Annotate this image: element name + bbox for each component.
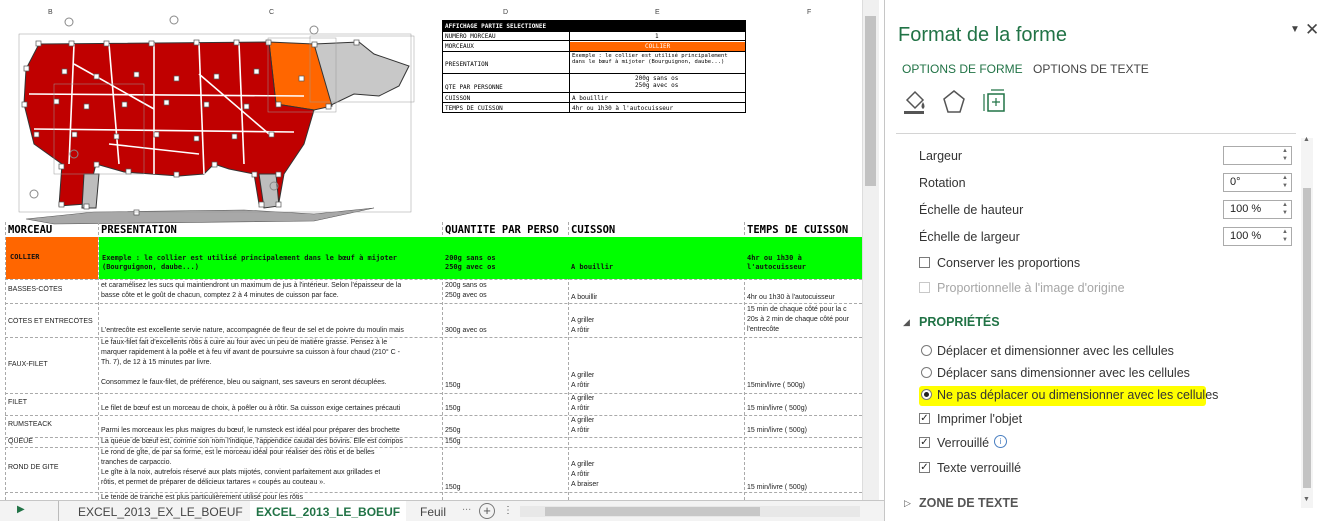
- info-label: PRESENTATION: [445, 61, 489, 68]
- spinner-arrows-icon[interactable]: ▲ ▼: [1282, 148, 1288, 162]
- cuts-table[interactable]: [0, 222, 862, 500]
- rotation-value: 0°: [1230, 176, 1241, 188]
- label-width: Largeur: [919, 149, 963, 163]
- row-cuisson[interactable]: A bouillir: [571, 294, 598, 301]
- grid-line: [5, 415, 862, 416]
- grid-line: [5, 393, 862, 394]
- row-temps[interactable]: 15 min/livre ( 500g): [747, 405, 807, 412]
- row-presentation[interactable]: et caramélisez les sucs qui maintiendront un maximum de jus à l'intérieur. Selon l'épaisseur de la basse côte et le goût de chacun, comptez 2 à 4 minutes de cuisson par face.: [101, 282, 402, 299]
- row-presentation[interactable]: La queue de bœuf est, comme son nom l'indique, l'appendice caudal des bovins. Elle est compos: [101, 438, 403, 445]
- row-temps[interactable]: 15 min/livre ( 500g): [747, 427, 807, 434]
- radio-move-and-size-label[interactable]: Déplacer et dimensionner avec les cellules: [937, 344, 1174, 358]
- sheet-tab[interactable]: EXCEL_2013_EX_LE_BOEUF: [78, 505, 243, 519]
- column-letter: E: [655, 9, 660, 16]
- row-morceau[interactable]: BASSES-CÔTES: [8, 286, 63, 293]
- collier-value-cell: [570, 42, 745, 51]
- row-presentation[interactable]: Le rond de gîte, de par sa forme, est le morceau idéal pour réaliser des rôtis et de belles tranches de carpaccio. Le gîte à la noix, autrefois réservé aux plats mijotés, convient parfaitement aux grillades et rôtis, et permet de préparer de délicieux tartares « coupés au couteau ».: [101, 449, 381, 486]
- row-temps[interactable]: 4hr ou 1h30 à l'autocuisseur: [747, 294, 835, 301]
- row-morceau[interactable]: FAUX-FILET: [8, 361, 48, 368]
- beef-cuts-diagram[interactable]: [14, 14, 434, 229]
- pane-divider: [896, 133, 1296, 134]
- more-tabs-icon[interactable]: ...: [462, 501, 472, 513]
- collier-quantite-text: 200g sans os 250g avec os: [445, 254, 496, 271]
- radio-move-and-size[interactable]: [921, 345, 932, 356]
- fill-line-icon[interactable]: [901, 88, 929, 116]
- add-sheet-icon[interactable]: +: [479, 503, 495, 519]
- width-scale-input[interactable]: [1223, 227, 1292, 246]
- radio-move-no-size[interactable]: [921, 367, 932, 378]
- info-header-text: AFFICHAGE PARTIE SELECTIONEE: [445, 23, 547, 30]
- print-object-label[interactable]: Imprimer l'objet: [937, 412, 1023, 426]
- relative-original-checkbox: [919, 282, 930, 293]
- info-label: NUMERO MORCEAU: [445, 33, 496, 40]
- column-letter: B: [48, 9, 53, 16]
- radio-move-no-size-label[interactable]: Déplacer sans dimensionner avec les cellules: [937, 366, 1190, 380]
- tab-text-options[interactable]: OPTIONS DE TEXTE: [1033, 62, 1149, 76]
- radio-dont-move-or-size-label[interactable]: Ne pas déplacer ou dimensionner avec les cellules: [937, 388, 1219, 402]
- row-presentation[interactable]: Le tende de tranche est plus particulièrement utilisé pour les rôtis: [101, 494, 303, 500]
- size-properties-icon[interactable]: [981, 88, 1009, 116]
- height-scale-value: 100 %: [1230, 203, 1262, 215]
- info-value: Exemple : le collier est utilisé principalement dans le bœuf à mijoter (Bourguignon, daube...): [572, 53, 728, 65]
- format-shape-pane: [885, 0, 1327, 521]
- keep-ratio-checkbox[interactable]: [919, 257, 930, 268]
- text-locked-label[interactable]: Texte verrouillé: [937, 461, 1022, 475]
- info-row: [443, 102, 745, 113]
- keep-ratio-label[interactable]: Conserver les proportions: [937, 256, 1081, 270]
- spinner-arrows-icon[interactable]: ▲ ▼: [1282, 175, 1288, 189]
- row-presentation[interactable]: L'entrecôte est excellente servie nature, accompagnée de fleur de sel et de poivre du moulin mais: [101, 327, 404, 334]
- row-temps[interactable]: 15min/livre ( 500g): [747, 382, 805, 389]
- row-cuisson[interactable]: A griller A rôtir: [571, 417, 595, 434]
- radio-dont-move-or-size[interactable]: [921, 389, 932, 400]
- row-morceau[interactable]: FILET: [8, 399, 28, 406]
- column-header-presentation[interactable]: PRESENTATION: [101, 224, 177, 236]
- relative-original-label: Proportionnelle à l'image d'origine: [937, 281, 1125, 295]
- collier-morceau-cell[interactable]: [6, 237, 98, 279]
- column-letter: D: [503, 9, 509, 16]
- hind-leg-shape[interactable]: [82, 174, 99, 208]
- column-header-temps[interactable]: TEMPS DE CUISSON: [747, 224, 849, 236]
- info-value: 1: [655, 33, 659, 40]
- row-morceau[interactable]: QUEUE: [8, 438, 33, 445]
- row-temps[interactable]: 15 min/livre ( 500g): [747, 484, 807, 491]
- column-letter: F: [807, 9, 812, 16]
- row-quantite[interactable]: 250g: [445, 427, 461, 434]
- effects-icon[interactable]: [941, 88, 967, 116]
- info-label: CUISSON: [445, 95, 471, 102]
- info-label: MORCEAUX: [445, 43, 474, 50]
- grid-line: [5, 303, 862, 304]
- info-row: [443, 73, 745, 93]
- pane-title: Format de la forme: [898, 24, 1067, 46]
- locked-label[interactable]: Verrouillé: [937, 436, 990, 450]
- height-scale-input[interactable]: [1223, 200, 1292, 219]
- expand-text-zone-icon[interactable]: ▷: [904, 498, 911, 508]
- sheet-tab[interactable]: Feuil: [420, 505, 447, 519]
- close-pane-icon[interactable]: ✕: [1305, 20, 1320, 39]
- spinner-arrows-icon[interactable]: ▲ ▼: [1282, 202, 1288, 216]
- info-icon[interactable]: i: [994, 435, 1007, 448]
- row-quantite[interactable]: 150g: [445, 484, 461, 491]
- info-table: [442, 20, 746, 113]
- row-temps[interactable]: 15 min de chaque côté pour la c 20s à 2 min de chaque côté pour l'entrecôte: [747, 306, 849, 333]
- info-value: 200g sans os 250g avec os: [635, 75, 679, 89]
- row-quantite[interactable]: 150g: [445, 438, 461, 445]
- label-height-scale: Échelle de hauteur: [919, 203, 1024, 217]
- row-quantite[interactable]: 200g sans os 250g avec os: [445, 282, 487, 299]
- row-quantite[interactable]: 300g avec os: [445, 327, 487, 334]
- text-zone-section-header[interactable]: ZONE DE TEXTE: [919, 496, 1019, 510]
- label-rotation: Rotation: [919, 176, 966, 190]
- sheet-horizontal-scroll-thumb[interactable]: [545, 507, 760, 516]
- scroll-up-icon[interactable]: ▲: [1303, 136, 1310, 143]
- spinner-arrows-icon[interactable]: ▲ ▼: [1282, 229, 1288, 243]
- locked-checkbox[interactable]: ✓: [920, 437, 929, 448]
- row-morceau[interactable]: RUMSTEACK: [8, 421, 52, 428]
- row-cuisson[interactable]: A griller A rôtir: [571, 395, 595, 412]
- sheet-vertical-scroll-thumb[interactable]: [865, 16, 876, 186]
- properties-section-header[interactable]: PROPRIÉTÉS: [919, 315, 1000, 329]
- column-header-morceau[interactable]: MORCEAU: [8, 224, 53, 236]
- column-header-quantite[interactable]: QUANTITE PAR PERSO: [445, 224, 559, 236]
- column-header-cuisson[interactable]: CUISSON: [571, 224, 616, 236]
- collier-temps-text: 4hr ou 1h30 à l'autocuisseur: [747, 254, 807, 271]
- sheet-tab-active[interactable]: EXCEL_2013_LE_BOEUF: [250, 501, 406, 521]
- row-quantite[interactable]: 150g: [445, 405, 461, 412]
- width-scale-value: 100 %: [1230, 230, 1262, 242]
- row-cuisson[interactable]: A griller A rôtir A braiser: [571, 461, 599, 488]
- row-presentation[interactable]: Parmi les morceaux les plus maigres du bœuf, le rumsteck est idéal pour préparer des brochette: [101, 427, 400, 434]
- cow-cuts-group[interactable]: [19, 16, 414, 224]
- row-cuisson[interactable]: A griller A rôtir: [571, 317, 595, 334]
- info-value: 4hr ou 1h30 à l'autocuisseur: [572, 105, 674, 112]
- tab-scroll-right-icon[interactable]: ▶: [17, 504, 25, 515]
- info-table-header: [443, 21, 745, 31]
- info-label: QTE PAR PERSONNE: [445, 84, 503, 91]
- info-row: [443, 51, 745, 74]
- grid-line: [5, 279, 862, 280]
- print-object-checkbox[interactable]: ✓: [920, 413, 929, 424]
- row-morceau[interactable]: ROND DE GITE: [8, 464, 59, 471]
- row-morceau[interactable]: CÔTES ET ENTRECÔTES: [8, 318, 93, 325]
- column-letter: C: [269, 9, 275, 16]
- info-label: TEMPS DE CUISSON: [445, 105, 503, 112]
- pane-scrollbar[interactable]: [1301, 138, 1313, 508]
- width-input[interactable]: [1223, 146, 1292, 165]
- pane-scroll-thumb[interactable]: [1303, 188, 1311, 488]
- tab-shape-options[interactable]: OPTIONS DE FORME: [902, 62, 1023, 76]
- label-width-scale: Échelle de largeur: [919, 230, 1020, 244]
- text-locked-checkbox[interactable]: ✓: [920, 462, 929, 473]
- info-row: [443, 40, 745, 51]
- info-value: A bouillir: [572, 95, 609, 102]
- collapse-properties-icon[interactable]: ◢: [903, 317, 910, 327]
- collier-presentation-text: Exemple : le collier est utilisé principalement dans le bœuf à mijoter (Bourguignon, daube...): [102, 254, 398, 271]
- collier-morceau-text: COLLIER: [10, 253, 40, 261]
- row-presentation[interactable]: Le faux-filet fait d'excellents rôtis à cuire au four avec un peu de matière grasse. Pensez à le marquer rapidement à la poêle et à feu vif avant de poursuivre sa cuisson à four chaud (210° C - Th. 7), de 12 à 15 minutes par livre. Consommez le faux-filet, de préférence, bleu ou saignant, ses saveurs en seront décuplées.: [101, 339, 400, 386]
- row-cuisson[interactable]: A griller A rôtir: [571, 372, 595, 389]
- rotation-input[interactable]: [1223, 173, 1292, 192]
- pane-options-icon[interactable]: ▼: [1290, 24, 1300, 35]
- tab-divider: [58, 501, 59, 521]
- info-value: COLLIER: [645, 43, 671, 50]
- row-presentation[interactable]: Le filet de bœuf est un morceau de choix, à poêler ou à rôtir. Sa cuisson exige certaines précauti: [101, 405, 401, 412]
- scroll-down-icon[interactable]: ▼: [1303, 496, 1310, 503]
- collier-green-row[interactable]: [99, 237, 862, 279]
- row-quantite[interactable]: 150g: [445, 382, 461, 389]
- collier-cuisson-text: A bouillir: [571, 263, 614, 271]
- tab-options-icon[interactable]: ⋮: [503, 505, 513, 516]
